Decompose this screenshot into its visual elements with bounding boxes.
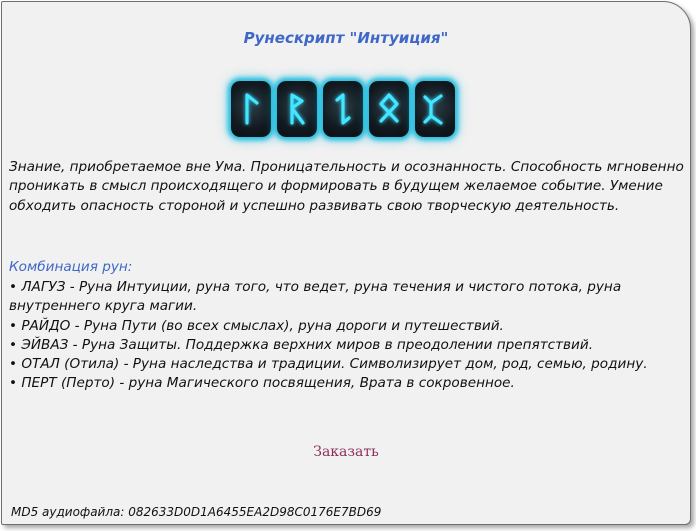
list-item: • ЛАГУЗ - Руна Интуиции, руна того, что ведет, руна течения и чистого потока, руна внутреннего круга магии. bbox=[9, 279, 622, 315]
othala-rune-icon bbox=[369, 81, 409, 137]
md5-checksum: MD5 аудиофайла: 082633D0D1A6455EA2D98C0176E7BD69 bbox=[11, 505, 382, 519]
list-item: • ЭЙВАЗ - Руна Защиты. Поддержка верхних миров в преодолении препятствий. bbox=[9, 336, 594, 353]
laguz-rune-icon bbox=[231, 81, 271, 137]
list-item: • РАЙДО - Руна Пути (во всех смыслах), руна дороги и путешествий. bbox=[9, 317, 504, 334]
raido-rune-icon bbox=[277, 81, 317, 137]
rune-description: Знание, приобретаемое вне Ума. Проницательность и осознанность. Способность мгновенно проникать в смысл происходящего и формировать в будущем желаемое событие. Умение обходить опасность стороной и успешно развивать свою творческую деятельность. bbox=[9, 159, 684, 214]
list-item: • ОТАЛ (Отила) - Руна наследства и традиции. Символизирует дом, род, семью, родину. bbox=[9, 356, 648, 373]
rune-stones-image bbox=[231, 78, 469, 140]
order-link[interactable]: Заказать bbox=[313, 444, 379, 460]
page-title: Рунескрипт "Интуиция" bbox=[243, 29, 449, 47]
combination-list bbox=[9, 278, 684, 394]
runescript-card bbox=[1, 1, 691, 525]
perthro-rune-icon bbox=[415, 81, 455, 137]
list-item: • ПЕРТ (Перто) - руна Магического посвящения, Врата в сокровенное. bbox=[9, 375, 515, 392]
eihwaz-rune-icon bbox=[323, 81, 363, 137]
combination-heading: Комбинация рун: bbox=[9, 259, 133, 275]
